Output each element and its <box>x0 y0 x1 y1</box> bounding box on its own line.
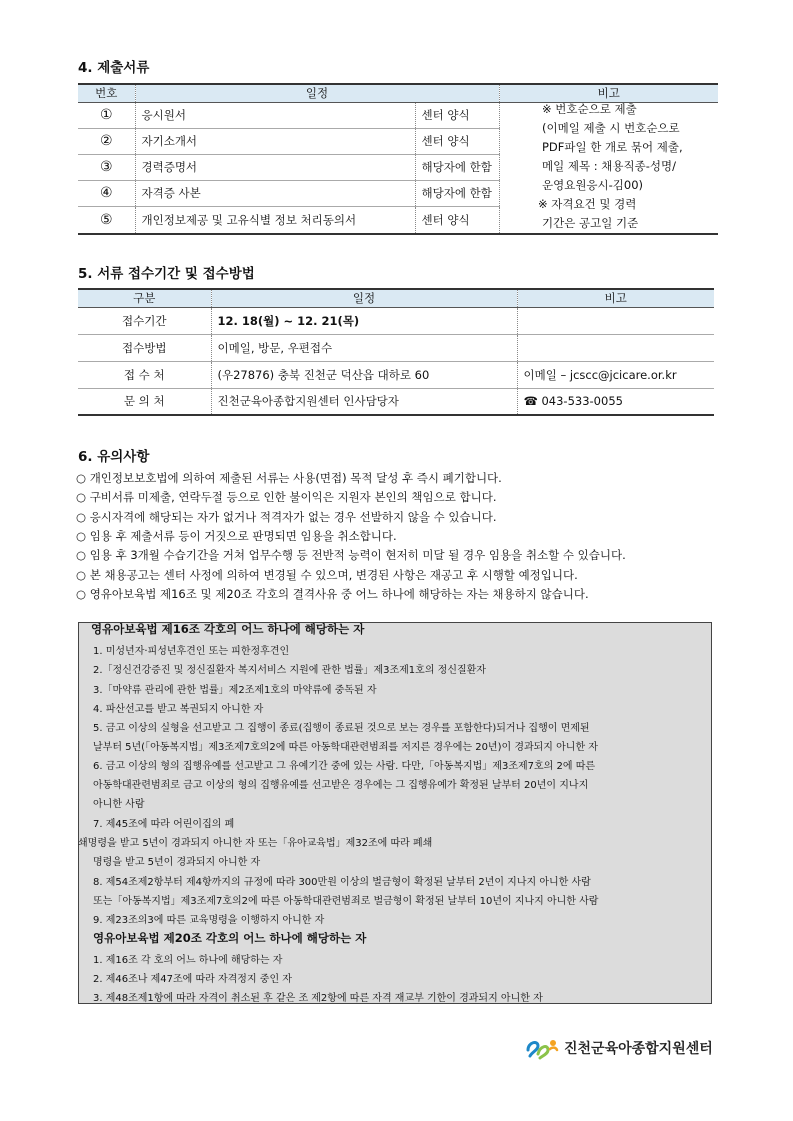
row-number: ④ <box>78 180 135 206</box>
table-row <box>78 334 714 361</box>
note-line: 기간은 공고일 기준 <box>542 216 639 230</box>
row-value: (우27876) 충북 진천군 덕산읍 대하로 60 <box>211 361 517 388</box>
email-contact[interactable]: 이메일 – jcscc@jcicare.or.kr <box>517 361 714 388</box>
document-form: 센터 양식 <box>415 128 499 154</box>
header-schedule: 일정 <box>135 84 499 102</box>
document-form: 해당자에 한함 <box>415 180 499 206</box>
document-name: 경력증명서 <box>135 154 415 180</box>
box-line: 9. 제23조의3에 따른 교육명령을 이행하지 아니한 자 <box>93 915 325 926</box>
application-table <box>78 288 714 416</box>
box-line: 아니한 사람 <box>93 799 145 810</box>
box-line: 또는「아동복지법」제3조제7호의2에 따른 아동학대관련범죄로 벌금형이 확정된 날부터 10년이 지나지 아니한 사람 <box>93 896 599 907</box>
box-line: 쇄명령을 받고 5년이 경과되지 아니한 자 또는「유아교육법」제32조에 따라 폐쇄 <box>78 838 433 849</box>
row-number: ① <box>78 102 135 128</box>
notice-item: ○ 영유아보육법 제16조 및 제20조 각호의 결격사유 중 어느 하나에 해당하는 자는 채용하지 않습니다. <box>76 587 589 601</box>
row-label: 접수기간 <box>78 307 211 334</box>
note-line: ※ 번호순으로 제출 <box>542 102 637 116</box>
notice-item: ○ 개인정보보호법에 의하여 제출된 서류는 사용(면접) 목적 달성 후 즉시 폐기합니다. <box>76 471 502 485</box>
row-label: 접수방법 <box>78 334 211 361</box>
document-name: 응시원서 <box>135 102 415 128</box>
box-line: 날부터 5년(「아동복지법」제3조제7호의2에 따른 아동학대관련범죄를 저지른 경우에는 20년)이 경과되지 아니한 자 <box>93 742 598 753</box>
box-line: 7. 제45조에 따라 어린이집의 폐 <box>93 819 235 830</box>
box-line: 2. 제46조나 제47조에 따라 자격정지 중인 자 <box>93 974 292 985</box>
note-line: PDF파일 한 개로 묶어 제출, <box>542 140 683 154</box>
box-line: 아동학대관련범죄로 금고 이상의 형의 집행유예를 선고받은 경우에는 그 집행유예가 확정된 날부터 20년이 지나지 <box>93 780 589 791</box>
table-row <box>78 388 714 415</box>
disqualification-box <box>78 622 712 1004</box>
table-row <box>78 307 714 334</box>
row-number: ② <box>78 128 135 154</box>
box-line: 명령을 받고 5년이 경과되지 아니한 자 <box>93 857 261 868</box>
section-4-title: 4. 제출서류 <box>78 60 150 76</box>
box-line: 6. 금고 이상의 형의 집행유예를 선고받고 그 유예기간 중에 있는 사람. 다만,「아동복지법」제3조제7호의 2에 따른 <box>93 761 596 772</box>
row-note <box>517 307 714 334</box>
row-number: ⑤ <box>78 206 135 234</box>
header-schedule: 일정 <box>211 289 517 307</box>
note-line: (이메일 제출 시 번호순으로 <box>542 121 680 135</box>
document-form: 해당자에 한함 <box>415 154 499 180</box>
header-remarks: 비고 <box>517 289 714 307</box>
header-category: 구분 <box>78 289 211 307</box>
table-row <box>78 361 714 388</box>
center-logo <box>524 1036 713 1060</box>
box-line: 1. 제16조 각 호의 어느 하나에 해당하는 자 <box>93 955 283 966</box>
organization-name: 진천군육아종합지원센터 <box>564 1041 713 1057</box>
document-form: 센터 양식 <box>415 102 499 128</box>
row-value: 이메일, 방문, 우편접수 <box>211 334 517 361</box>
box-line: 2.「정신건강증진 및 정신질환자 복지서비스 지원에 관한 법률」제3조제1호의 정신질환자 <box>93 665 486 676</box>
note-line: 운영요원응시-김00) <box>542 178 644 192</box>
submission-notes <box>538 100 683 233</box>
row-label: 문 의 처 <box>78 388 211 415</box>
document-form: 센터 양식 <box>415 206 499 234</box>
box-heading: 영유아보육법 제20조 각호의 어느 하나에 해당하는 자 <box>93 931 367 945</box>
box-line: 1. 미성년자·피성년후견인 또는 피한정후견인 <box>93 646 290 657</box>
row-value: 12. 18(월) ~ 12. 21(목) <box>211 307 517 334</box>
phone-contact: ☎ 043-533-0055 <box>517 388 714 415</box>
box-line: 8. 제54조제2항부터 제4항까지의 규정에 따라 300만원 이상의 벌금형이 확정된 날부터 2년이 지나지 아니한 사람 <box>93 877 591 888</box>
row-number: ③ <box>78 154 135 180</box>
document-name: 자기소개서 <box>135 128 415 154</box>
section-5-title: 5. 서류 접수기간 및 접수방법 <box>78 266 255 282</box>
box-line: 3.「마약류 관리에 관한 법률」제2조제1호의 마약류에 중독된 자 <box>93 685 377 696</box>
note-line: 메일 제목 : 채용직종-성명/ <box>542 159 676 173</box>
row-label: 접 수 처 <box>78 361 211 388</box>
notice-item: ○ 본 채용공고는 센터 사정에 의하여 변경될 수 있으며, 변경된 사항은 재공고 후 시행할 예정입니다. <box>76 568 578 582</box>
leaf-swirl-logo-icon <box>524 1036 560 1060</box>
section-6-title: 6. 유의사항 <box>78 449 150 465</box>
notice-item: ○ 응시자격에 해당되는 자가 없거나 적격자가 없는 경우 선발하지 않을 수 있습니다. <box>76 510 497 524</box>
note-line: ※ 자격요건 및 경력 <box>538 197 637 211</box>
document-name: 자격증 사본 <box>135 180 415 206</box>
row-value: 진천군육아종합지원센터 인사담당자 <box>211 388 517 415</box>
document-name: 개인정보제공 및 고유식별 정보 처리동의서 <box>135 206 415 234</box>
header-number: 번호 <box>78 84 135 102</box>
box-heading: 영유아보육법 제16조 각호의 어느 하나에 해당하는 자 <box>91 622 365 636</box>
box-line: 3. 제48조제1항에 따라 자격이 취소된 후 같은 조 제2항에 따른 자격 재교부 기한이 경과되지 아니한 자 <box>93 993 543 1004</box>
box-line: 4. 파산선고를 받고 복권되지 아니한 자 <box>93 704 264 715</box>
row-note <box>517 334 714 361</box>
box-line: 5. 금고 이상의 실형을 선고받고 그 집행이 종료(집행이 종료된 것으로 보는 경우를 포함한다)되거나 집행이 면제된 <box>93 723 590 734</box>
notice-item: ○ 임용 후 3개월 수습기간을 거쳐 업무수행 등 전반적 능력이 현저히 미달 될 경우 임용을 취소할 수 있습니다. <box>76 548 626 562</box>
notice-item: ○ 임용 후 제출서류 등이 거짓으로 판명되면 임용을 취소합니다. <box>76 529 397 543</box>
notice-item: ○ 구비서류 미제출, 연락두절 등으로 인한 불이익은 지원자 본인의 책임으로 합니다. <box>76 490 497 504</box>
header-remarks: 비고 <box>499 84 718 102</box>
